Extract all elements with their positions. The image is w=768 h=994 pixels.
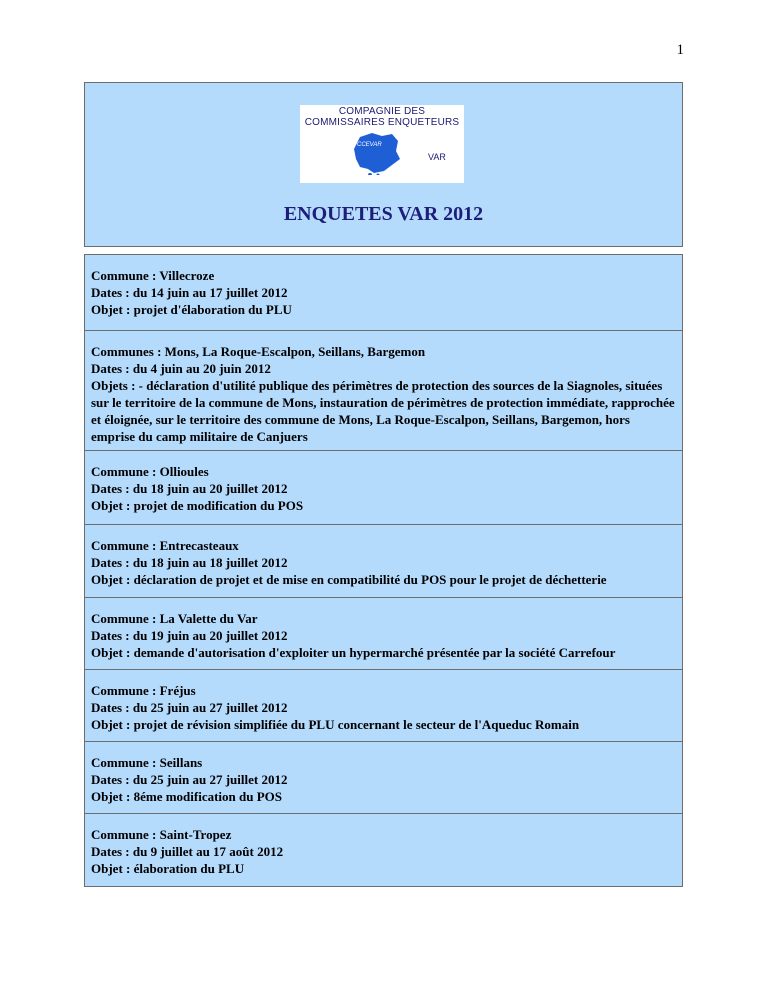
- list-item: [84, 742, 683, 814]
- entry-objet: Objet : projet de révision simplifiée du PLU concernant le secteur de l'Aqueduc Romain: [91, 717, 580, 732]
- list-item: [84, 670, 683, 742]
- enquetes-list: [84, 254, 683, 887]
- entry-commune: Commune : Entrecasteaux: [91, 538, 239, 553]
- list-item: [84, 598, 683, 670]
- logo-acronym: CCEVAR: [357, 142, 382, 148]
- logo-line-2: COMMISSAIRES ENQUETEURS: [304, 117, 460, 128]
- entry-dates: Dates : du 4 juin au 20 juin 2012: [91, 361, 271, 376]
- entry-dates: Dates : du 19 juin au 20 juillet 2012: [91, 628, 288, 643]
- entry-objet: Objet : déclaration de projet et de mise en compatibilité du POS pour le projet de déchetterie: [91, 572, 607, 587]
- entry-commune: Commune : Saint-Tropez: [91, 827, 232, 842]
- entry-commune: Communes : Mons, La Roque-Escalpon, Seillans, Bargemon: [91, 344, 426, 359]
- entry-dates: Dates : du 25 juin au 27 juillet 2012: [91, 700, 288, 715]
- entry-commune: Commune : Ollioules: [91, 464, 209, 479]
- entry-objet: Objet : demande d'autorisation d'exploiter un hypermarché présentée par la société Carrefour: [91, 645, 616, 660]
- var-map-icon: [352, 131, 404, 175]
- page-number: 1: [676, 42, 684, 58]
- entry-dates: Dates : du 18 juin au 18 juillet 2012: [91, 555, 288, 570]
- logo-line-1: COMPAGNIE DES: [338, 106, 426, 117]
- entry-dates: Dates : du 14 juin au 17 juillet 2012: [91, 285, 288, 300]
- list-item: [84, 331, 683, 451]
- list-item: [84, 525, 683, 598]
- list-item: [84, 254, 683, 331]
- entry-commune: Commune : Fréjus: [91, 683, 196, 698]
- entry-commune: Commune : Seillans: [91, 755, 203, 770]
- entry-dates: Dates : du 25 juin au 27 juillet 2012: [91, 772, 288, 787]
- header-box: [84, 82, 683, 247]
- entry-commune: Commune : La Valette du Var: [91, 611, 258, 626]
- entry-commune: Commune : Villecroze: [91, 268, 215, 283]
- list-item: [84, 814, 683, 887]
- entry-objet: Objet : projet de modification du POS: [91, 498, 304, 513]
- logo-region: VAR: [428, 152, 446, 162]
- entry-dates: Dates : du 18 juin au 20 juillet 2012: [91, 481, 288, 496]
- entry-objet: Objets : - déclaration d'utilité publique des périmètres de protection des sources de la Siagnoles, situées sur le territoire de la commune de Mons, instauration de périmètres de protection immédiate, rapprochée et éloignée, sur le territoire des commune de Mons, La Roque-Escalpon, Seillans, Bargemon, hors emprise du camp militaire de Canjuers: [91, 378, 675, 444]
- document-title: ENQUETES VAR 2012: [283, 203, 484, 225]
- entry-objet: Objet : 8éme modification du POS: [91, 789, 283, 804]
- entry-dates: Dates : du 9 juillet au 17 août 2012: [91, 844, 284, 859]
- entry-objet: Objet : élaboration du PLU: [91, 861, 245, 876]
- cce-var-logo: [300, 105, 464, 183]
- list-item: [84, 451, 683, 525]
- entry-objet: Objet : projet d'élaboration du PLU: [91, 302, 292, 317]
